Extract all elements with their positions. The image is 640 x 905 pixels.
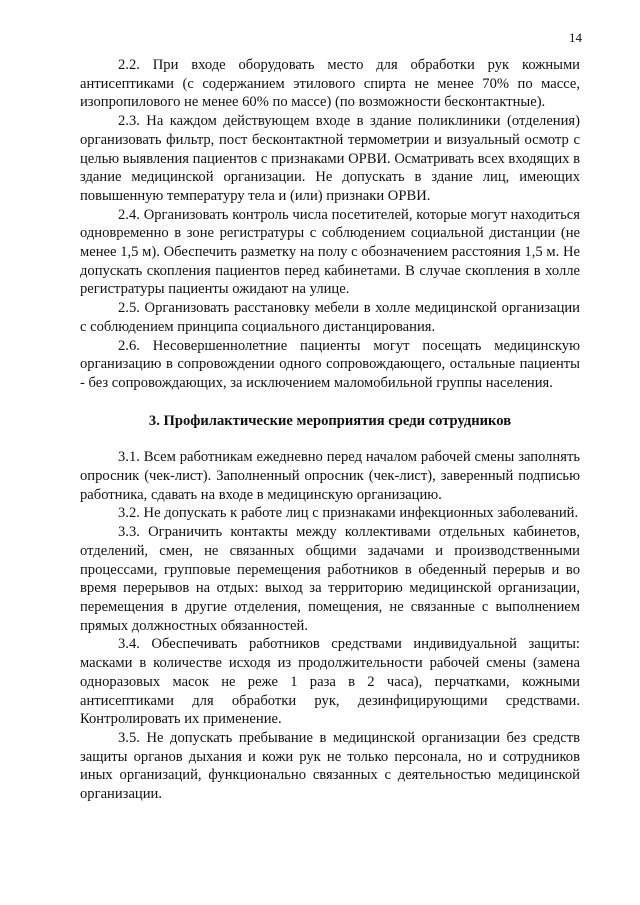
paragraph-2-3: 2.3. На каждом действующем входе в здание поликлиники (отделения) организовать фильтр, пост бесконтактной термометрии и визуальный осмотр с целью выявления пациентов с признаками ОРВИ. Осматривать всех входящих в здание медицинской организации. Не допускать в здание лиц, имеющих повышенную температуру тела и (или) признаки ОРВИ. — [80, 113, 580, 204]
paragraph-3-3: 3.3. Ограничить контакты между коллективами отдельных кабинетов, отделений, смен, не связанных общими задачами и производственными процессами, групповые перемещения работников в обеденный перерыв и во время перерывов на отдых: выход за территорию медицинской организации, перемещения в другие отделения, помещения, не связанные с выполнением прямых должностных обязанностей. — [80, 524, 580, 634]
page-number: 14 — [569, 30, 582, 45]
paragraph-3-2: 3.2. Не допускать к работе лиц с признаками инфекционных заболеваний. — [118, 505, 579, 522]
paragraph-2-4: 2.4. Организовать контроль числа посетителей, которые могут находиться одновременно в зоне регистратуры с соблюдением социальной дистанции (не менее 1,5 м). Обеспечить разметку на полу с обозначением расстояния 1,5 м. Не допускать скопления пациентов перед кабинетами. В случае скопления в холле регистратуры пациенты ожидают на улице. — [80, 206, 580, 298]
paragraph-2-6: 2.6. Несовершеннолетние пациенты могут посещать медицинскую организацию в сопровождении одного сопровождающего, остальные пациенты - без сопровождающих, за исключением маломобильной группы населения. — [80, 337, 580, 391]
document-body — [80, 56, 580, 804]
section-3-heading: 3. Профилактические мероприятия среди сотрудников — [148, 412, 512, 429]
paragraph-2-2: 2.2. При входе оборудовать место для обработки рук кожными антисептиками (с содержанием этилового спирта не менее 70% по массе, изопропилового не менее 60% по массе) (по возможности бесконтактные). — [80, 57, 580, 111]
paragraph-2-5: 2.5. Организовать расстановку мебели в холле медицинской организации с соблюдением принципа социального дистанцирования. — [80, 300, 580, 335]
paragraph-3-5: 3.5. Не допускать пребывание в медицинской организации без средств защиты органов дыхания и кожи рук не только персонала, но и сотрудников иных организаций, функционально связанных с деятельностью медицинской организации. — [80, 729, 580, 803]
paragraph-3-4: 3.4. Обеспечивать работников средствами индивидуальной защиты: масками в количестве исходя из продолжительности рабочей смены (замена одноразовых масок не реже 1 раза в 2 часа), перчатками, кожными антисептиками для обработки рук, дезинфицирующими средствами. Контролировать их применение. — [80, 636, 580, 728]
paragraph-3-1: 3.1. Всем работникам ежедневно перед началом рабочей смены заполнять опросник (чек-лист). Заполненный опросник (чек-лист), заверенный подписью работника, сдавать на входе в медицинскую организацию. — [80, 449, 580, 503]
